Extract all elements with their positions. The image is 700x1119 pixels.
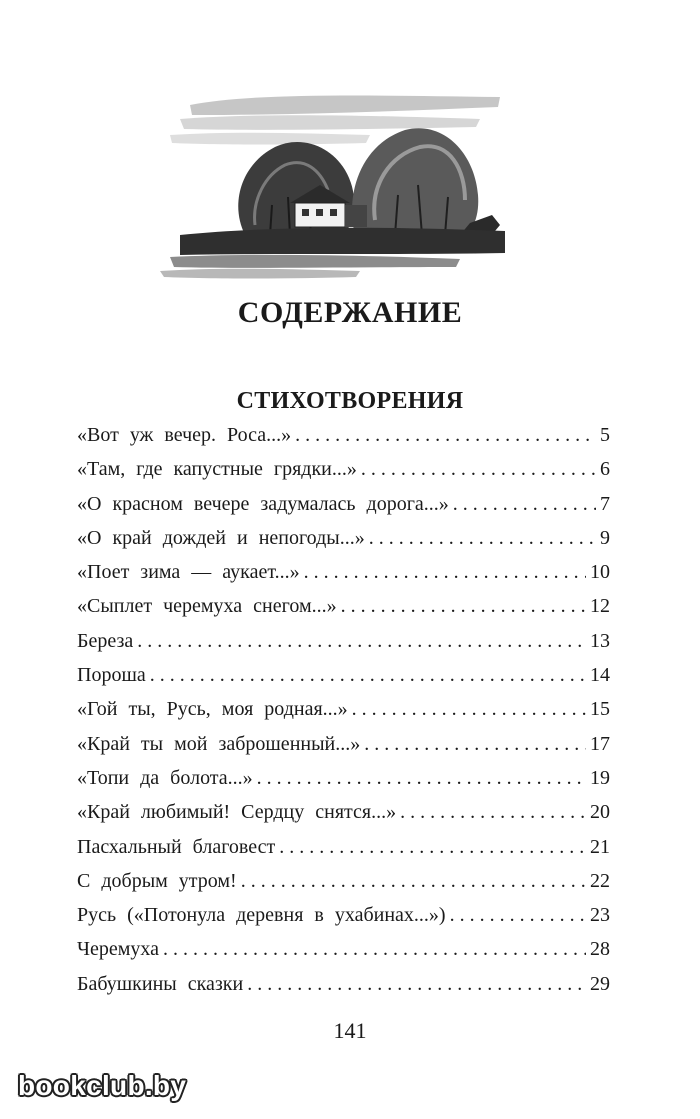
- toc-entry[interactable]: [77, 527, 610, 561]
- toc-entry[interactable]: [77, 801, 610, 835]
- toc-entry-title: «Край ты мой заброшенный...»: [77, 732, 361, 755]
- toc-entry[interactable]: [77, 458, 610, 492]
- toc-dot-leader: [361, 458, 596, 481]
- toc-entry-title: «Там, где капустные грядки...»: [77, 458, 357, 481]
- toc-entry-page: 12: [590, 595, 610, 618]
- page-number: 141: [333, 1018, 367, 1043]
- toc-entry-page: 22: [590, 869, 610, 892]
- toc-dot-leader: [364, 733, 586, 756]
- ground: [160, 228, 505, 279]
- toc-entry-title: Пороша: [77, 664, 146, 687]
- toc-entry[interactable]: [77, 595, 610, 629]
- toc-entry-page: 21: [590, 835, 610, 858]
- toc-entry-page: 23: [590, 904, 610, 927]
- toc-dot-leader: [304, 561, 586, 584]
- landscape-illustration: [160, 85, 510, 285]
- toc-entry[interactable]: [77, 870, 610, 904]
- toc-entry-title: «Сыплет черемуха снегом...»: [77, 595, 337, 618]
- toc-entry-title: «Вот уж вечер. Роса...»: [77, 424, 292, 446]
- toc-entry-title: Пасхальный благовест: [77, 835, 276, 858]
- toc-entry-page: 17: [590, 732, 610, 755]
- toc-dot-leader: [352, 698, 586, 721]
- toc-entry-title: Бабушкины сказки: [77, 972, 244, 995]
- toc-entry-page: 20: [590, 801, 610, 824]
- toc-entry[interactable]: [77, 767, 610, 801]
- toc-entry[interactable]: [77, 904, 610, 938]
- toc-entry[interactable]: [77, 938, 610, 972]
- toc-entry-title: «Край любимый! Сердцу снятся...»: [77, 801, 397, 824]
- toc-dot-leader: [369, 527, 596, 550]
- toc-dot-leader: [137, 630, 586, 653]
- toc-entry[interactable]: [77, 836, 610, 870]
- toc-entry-title: Береза: [77, 629, 134, 652]
- sky-brush-strokes: [170, 95, 500, 144]
- toc-dot-leader: [247, 973, 586, 996]
- toc-dot-leader: [341, 595, 586, 618]
- toc-entry-page: 29: [590, 972, 610, 995]
- toc-dot-leader: [400, 801, 586, 824]
- toc-dot-leader: [150, 664, 586, 687]
- toc-dot-leader: [279, 836, 586, 859]
- toc-entry-title: Черемуха: [77, 938, 160, 961]
- toc-entry-title: «О красном вечере задумалась дорога...»: [77, 492, 449, 515]
- toc-entry-title: «О край дождей и непогоды...»: [77, 526, 365, 549]
- toc-entry-title: С добрым утром!: [77, 869, 237, 892]
- toc-entry[interactable]: [77, 973, 610, 1007]
- toc-entry[interactable]: [77, 733, 610, 767]
- toc-entry-page: 19: [590, 766, 610, 789]
- toc-entry-page: 7: [600, 492, 610, 515]
- toc-entry-page: 5: [600, 424, 610, 446]
- table-of-contents: [77, 424, 610, 1007]
- toc-entry-page: 14: [590, 664, 610, 687]
- toc-dot-leader: [163, 938, 586, 961]
- section-title: СТИХОТВОРЕНИЯ: [236, 388, 464, 414]
- toc-dot-leader: [450, 904, 586, 927]
- toc-entry[interactable]: [77, 493, 610, 527]
- toc-entry-page: 28: [590, 938, 610, 961]
- toc-entry-page: 13: [590, 629, 610, 652]
- toc-entry[interactable]: [77, 664, 610, 698]
- toc-entry[interactable]: [77, 698, 610, 732]
- right-trees: [352, 128, 500, 240]
- toc-dot-leader: [241, 870, 586, 893]
- toc-entry-page: 15: [590, 698, 610, 721]
- page-title: СОДЕРЖАНИЕ: [237, 296, 463, 329]
- toc-entry-page: 9: [600, 526, 610, 549]
- toc-dot-leader: [295, 424, 596, 447]
- toc-dot-leader: [257, 767, 586, 790]
- toc-entry-title: «Гой ты, Русь, моя родная...»: [77, 698, 348, 721]
- toc-entry-page: 6: [600, 458, 610, 481]
- toc-entry-title: Русь («Потонула деревня в ухабинах...»): [77, 904, 446, 927]
- toc-entry[interactable]: [77, 630, 610, 664]
- toc-entry-title: «Поет зима — аукает...»: [77, 561, 300, 584]
- watermark: bookclub.by: [18, 1070, 187, 1101]
- toc-dot-leader: [453, 493, 596, 516]
- toc-entry[interactable]: [77, 424, 610, 458]
- toc-entry-title: «Топи да болота...»: [77, 766, 253, 789]
- toc-entry-page: 10: [590, 561, 610, 584]
- toc-entry[interactable]: [77, 561, 610, 595]
